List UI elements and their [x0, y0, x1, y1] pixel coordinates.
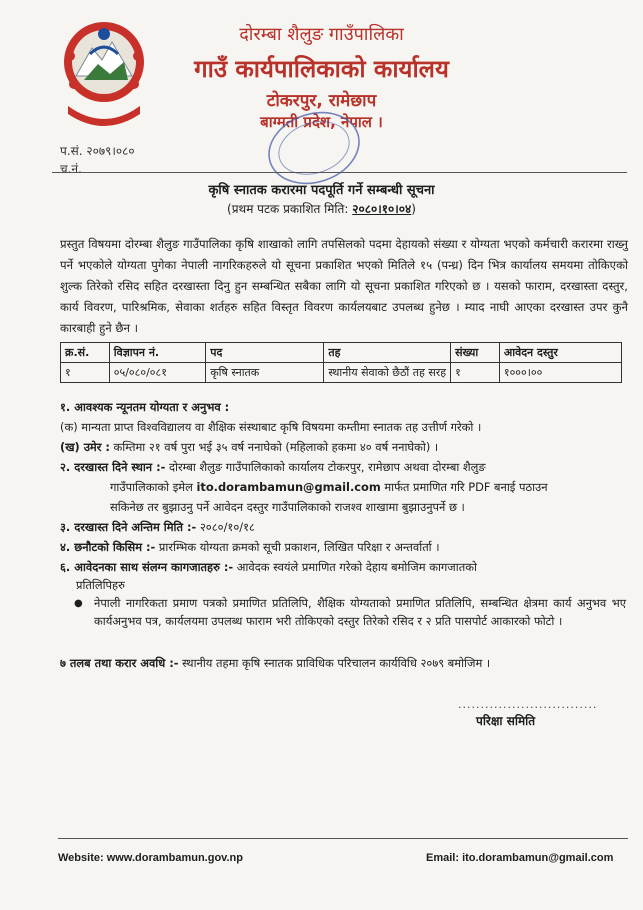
municipality-name: दोरम्बा शैलुङ गाउँपालिका	[239, 24, 404, 45]
section-1-heading: १. आवश्यक न्यूनतम योग्यता र अनुभव :	[60, 400, 230, 414]
table-cell: ०५/०८०/०८१	[109, 363, 205, 383]
section-2-line-2: गाउँपालिकाको इमेल ito.dorambamun@gmail.com मार्फत प्रमाणित गरि PDF बनाई पठाउन	[110, 480, 548, 494]
section-6-line-2: प्रतिलिपिहरु	[76, 578, 125, 592]
bullet-icon: ●	[74, 598, 83, 609]
application-email: ito.dorambamun@gmail.com	[196, 480, 381, 494]
table-cell: १	[61, 363, 110, 383]
section-4-selection: ४. छनौटको किसिम :- प्रारम्भिक योग्यता क्रमको सूची प्रकाशन, लिखित परिक्षा र अन्तर्वार्ता ।	[60, 540, 440, 554]
section-6-bullet-text: नेपाली नागरिकता प्रमाण पत्रको प्रमाणित प्रतिलिपि, शैक्षिक योग्यताको प्रमाणित प्रतिलिपि, सम्बन्धित क्षेत्रमा कार्य अनुभव भए कार्यअनुभव पत्र, कार्यलयमा उपलब्ध फाराम भरी तोकिएको दस्तुर तिरेको रसिद र २ प्रति पासपोर्ट आकारको फोटो ।	[94, 596, 626, 628]
signature-line: ...............................	[458, 698, 598, 711]
province-country: बाग्मती प्रदेश, नेपाल ।	[260, 113, 383, 131]
section-1-item-b: (ख) उमेर : कम्तिमा २१ वर्ष पुरा भई ३५ वर्ष ननाघेको (महिलाको हकमा ४० वर्ष ननाघेको) ।	[60, 440, 439, 454]
table-row	[61, 363, 622, 383]
reference-number: प.सं. २०७९।०८०	[60, 144, 135, 158]
signature-committee: परिक्षा समिति	[476, 714, 536, 728]
published-date: २०८०।१०।०४	[352, 202, 412, 216]
footer-website: Website: www.dorambamun.gov.np	[58, 852, 243, 864]
table-cell: स्थानीय सेवाको छैठौं तह सरह	[324, 363, 451, 383]
section-7-salary: ७ तलब तथा करार अवधि :- स्थानीय तहमा कृषि स्नातक प्राविधिक परिचालन कार्यविधि २०७९ बमोजिम ।	[60, 656, 491, 670]
col-count: संख्या	[451, 343, 500, 363]
table-cell: कृषि स्नातक	[206, 363, 324, 383]
table-cell: १	[451, 363, 500, 383]
header-divider	[52, 172, 627, 173]
office-location: टोकरपुर, रामेछाप	[266, 91, 377, 111]
col-level: तह	[324, 343, 451, 363]
col-serial: क्र.सं.	[61, 343, 110, 363]
col-fee: आवेदन दस्तुर	[499, 343, 621, 363]
col-ad-number: विज्ञापन नं.	[109, 343, 205, 363]
office-name: गाउँ कार्यपालिकाको कार्यालय	[194, 55, 449, 83]
section-2-line-1: २. दरखास्त दिने स्थान :- दोरम्बा शैलुङ गाउँपालिकाको कार्यालय टोकरपुर, रामेछाप अथवा दोरम्बा शैलुङ	[60, 460, 486, 474]
table-header-row	[61, 343, 622, 363]
section-1-item-a: (क) मान्यता प्राप्त विश्वविद्यालय वा शैक्षिक संस्थाबाट कृषि विषयमा कम्तीमा स्नातक तह उत्तीर्ण गरेको ।	[60, 420, 482, 434]
notice-subtitle: (प्रथम पटक प्रकाशित मिति: २०८०।१०।०४)	[227, 202, 416, 216]
section-2-line-3: सकिनेछ तर बुझाउनु पर्ने आवेदन दस्तुर गाउँपालिकाको राजश्व शाखामा बुझाउनुपर्ने छ ।	[110, 500, 465, 514]
footer-divider	[58, 838, 628, 839]
dispatch-number: च.नं.	[60, 162, 82, 176]
office-seal-stamp	[254, 108, 374, 186]
notice-title: कृषि स्नातक करारमा पदपूर्ति गर्ने सम्बन्धी सूचना	[208, 183, 435, 198]
section-6-line-1: ६. आवेदनका साथ संलग्न कागजातहरु :- आवेदक स्वयंले प्रमाणित गरेको देहाय बमोजिम कागजातको	[60, 560, 477, 574]
section-3-deadline: ३. दरखास्त दिने अन्तिम मिति :- २०८०/१०/१८	[60, 520, 255, 534]
footer-email: Email: ito.dorambamun@gmail.com	[426, 852, 614, 864]
vacancy-table	[60, 342, 622, 383]
table-cell: १०००।००	[499, 363, 621, 383]
col-position: पद	[206, 343, 324, 363]
notice-intro-paragraph: प्रस्तुत विषयमा दोरम्बा शैलुङ गाउँपालिका कृषि शाखाको लागि तपसिलको पदमा देहायको संख्या र योग्यता भएको कर्मचारी करारमा राख्नु पर्ने भएकोले योग्यता पुगेका नेपाली नागरिकहरुले यो सूचना प्रकाशित भएको मितिले १५ (पन्ध्र) दिन भित्र कार्यालय समयमा तोकिएको शुल्क तिरेको रसिद सहित दरखास्ता दिनु हुन सम्बन्धित सबैका लागि यो सूचना प्रकाशित गरिएको छ । यसको फाराम, दरखास्ता दस्तुर, कार्य विवरण, पारिश्रमिक, सेवाका शर्तहरु सहित विस्तृत विवरण कार्यलयबाट उपलब्ध हुनेछ । म्याद नाघी आएका दरखास्त उपर कुनै कारबाही हुने छैन ।	[60, 237, 628, 335]
